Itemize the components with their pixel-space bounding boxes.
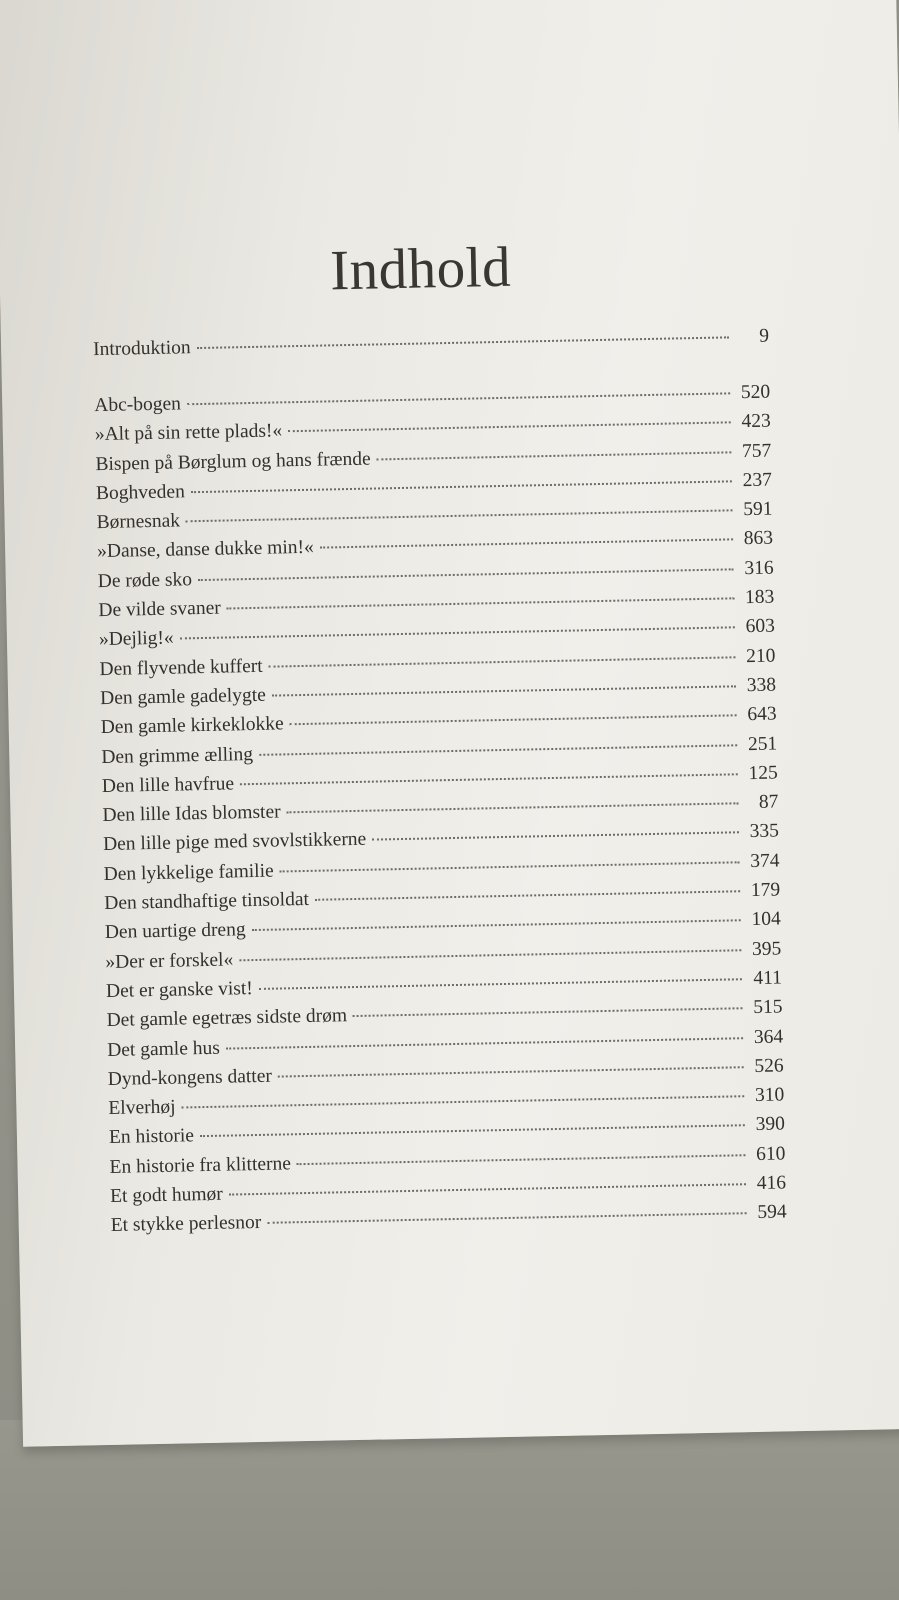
toc-entry-page: 526 (754, 1055, 784, 1077)
dot-leader (197, 336, 729, 349)
dot-leader (227, 597, 735, 609)
dot-leader (372, 832, 739, 841)
dot-leader (287, 802, 739, 813)
dot-leader (288, 422, 731, 433)
toc-entry-page: 594 (757, 1201, 787, 1224)
toc-entry-page: 395 (751, 938, 782, 960)
toc-entry-label: Den lille pige med svovlstikkerne (102, 829, 367, 856)
toc-entry-label: »Der er forskel« (105, 949, 234, 973)
toc-entry-label: Bispen på Børglum og hans frænde (95, 448, 371, 475)
toc-entry-label: De røde sko (97, 568, 193, 592)
dot-leader (353, 1007, 743, 1017)
dot-leader (239, 949, 741, 961)
toc-entry-page: 364 (753, 1025, 784, 1048)
toc-entry-label: Det er ganske vist! (105, 977, 253, 1002)
dot-leader (259, 978, 742, 990)
toc-entry-page: 9 (759, 325, 770, 347)
dot-leader (182, 1095, 745, 1108)
toc-entry-label: Dynd-kongens datter (107, 1065, 273, 1090)
toc-entry-page: 310 (754, 1084, 785, 1107)
dot-leader (278, 1066, 744, 1077)
toc-entry-label: Den grimme ælling (101, 743, 254, 768)
toc-entry-label: De vilde svaner (98, 597, 221, 622)
toc-entry-intro (93, 326, 769, 369)
toc-entry-label: En historie fra klitterne (109, 1153, 292, 1178)
toc-entry-page: 104 (751, 908, 781, 931)
dot-leader (269, 656, 736, 667)
dot-leader (320, 539, 733, 549)
toc-entry-page: 515 (753, 996, 783, 1019)
toc-entry-page: 416 (756, 1172, 787, 1194)
toc-entry-label: Det gamle egetræs sidste drøm (106, 1005, 348, 1032)
toc-entry-label: Det gamle hus (106, 1037, 221, 1061)
toc-entry-label: Den lille havfrue (101, 773, 235, 797)
toc-entry-page: 643 (747, 703, 777, 726)
toc-entry-page: 610 (755, 1143, 786, 1165)
toc-entry-page: 87 (758, 791, 779, 814)
toc-entry-label: Den flyvende kuffert (99, 655, 263, 680)
toc-entry-label: Boghveden (95, 481, 186, 504)
toc-entry-label: Den gamle gadelygte (99, 684, 267, 710)
toc-entry-page: 338 (746, 674, 777, 697)
toc-entry-page: 423 (741, 410, 771, 433)
toc-entry-label: En historie (108, 1125, 195, 1149)
toc-entry-page: 251 (747, 733, 778, 755)
toc-entry-label: »Dejlig!« (98, 627, 174, 651)
toc-entry-page: 183 (744, 586, 775, 609)
toc-entry-page: 179 (750, 879, 781, 902)
toc-entry-label: Et stykke perlesnor (110, 1212, 262, 1237)
toc-entry-page: 603 (745, 615, 776, 638)
toc-entry-label: Den gamle kirkeklokke (100, 713, 284, 739)
dot-leader (297, 1154, 746, 1165)
toc-entry-label: Et godt humør (109, 1183, 224, 1207)
dot-leader (180, 627, 735, 640)
dot-leader (259, 744, 737, 756)
toc-entry-label: »Alt på sin rette plads!« (94, 420, 283, 446)
dot-leader (290, 715, 737, 726)
toc-entry-page: 125 (748, 762, 778, 784)
dot-leader (280, 861, 740, 872)
toc-entry-page: 335 (749, 820, 780, 843)
dot-leader (226, 1037, 743, 1049)
dot-leader (267, 1213, 746, 1225)
dot-leader (198, 568, 734, 581)
toc-entry-page: 316 (744, 557, 774, 579)
toc-entry-label: Den lille Idas blomster (102, 801, 281, 827)
dot-leader (315, 890, 740, 901)
dot-leader (200, 1125, 745, 1138)
dot-leader (186, 510, 733, 523)
toc-entry-label: Den uartige dreng (104, 919, 246, 944)
toc-intro (93, 326, 769, 369)
toc-list (94, 382, 787, 1245)
surface-below-page (0, 1420, 899, 1600)
toc-entry-page: 390 (755, 1113, 786, 1136)
dot-leader (272, 685, 736, 696)
toc-entry-label: Børnesnak (96, 510, 181, 534)
dot-leader (191, 480, 732, 493)
toc-entry-page: 591 (743, 498, 773, 521)
toc-entry-label: »Danse, danse dukke min!« (97, 537, 315, 563)
toc-entry-page: 374 (750, 850, 780, 872)
dot-leader (240, 773, 738, 785)
toc-entry-label: Den standhaftige tinsoldat (104, 888, 310, 915)
toc-entry-label: Introduktion (92, 337, 191, 361)
dot-leader (187, 392, 730, 405)
toc-entry-page: 757 (741, 440, 772, 462)
toc-entry-page: 520 (740, 381, 771, 404)
toc-entry-page: 210 (745, 645, 776, 667)
toc-entry-page: 863 (743, 528, 774, 550)
dot-leader (229, 1183, 746, 1195)
page-title: Indhold (329, 235, 512, 303)
dot-leader (252, 920, 741, 932)
dot-leader (377, 451, 732, 460)
toc-entry-label: Den lykkelige familie (103, 860, 274, 885)
toc-entry-label: Elverhøj (108, 1096, 176, 1120)
toc-entry-page: 237 (742, 469, 773, 492)
toc-entry-page: 411 (753, 967, 783, 989)
toc-entry-label: Abc-bogen (94, 393, 182, 417)
